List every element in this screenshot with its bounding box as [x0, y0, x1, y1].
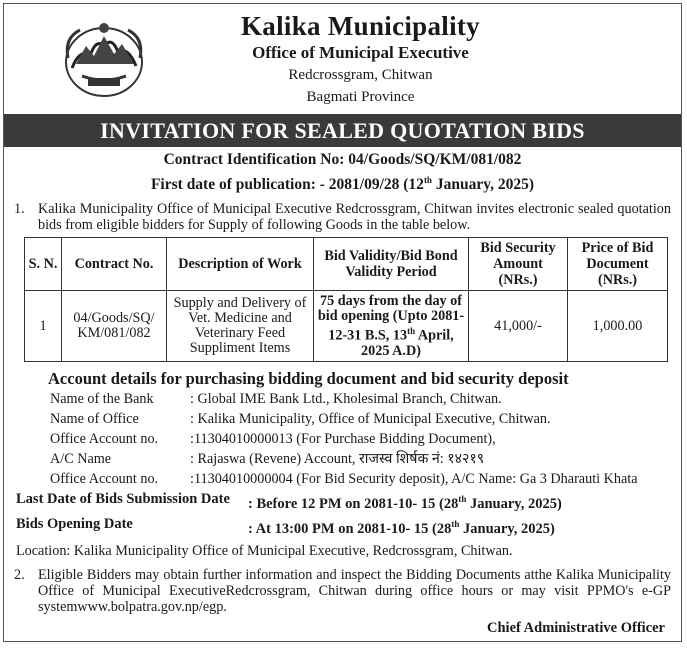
contract-info [4, 150, 681, 195]
para-1-text: Kalika Municipality Office of Municipal Executive Redcrossgram, Chitwan invites electronic sealed quotation bids from eligible bidders for Supply of following Goods in the table below. [38, 201, 671, 234]
paragraph-1 [14, 201, 671, 233]
cell-security: 41,000/- [469, 291, 568, 362]
opening-date: Bids Opening Date : At 13:00 PM on 2081-10- 15 (28th January, 2025) [16, 515, 555, 537]
col-price: Price of Bid Document (NRs.) [568, 238, 668, 291]
account-details [4, 389, 681, 489]
signer: Chief Administrative Officer [487, 620, 665, 636]
para-2-number: 2. [14, 566, 25, 583]
cell-sn: 1 [25, 291, 62, 362]
notice-banner: INVITATION FOR SEALED QUOTATION BIDS [4, 114, 681, 147]
contract-id: Contract Identification No: 04/Goods/SQ/KM/081/082 [163, 151, 522, 168]
cell-contract-no: 04/Goods/SQ/ KM/081/082 [62, 291, 167, 362]
table-row [25, 291, 668, 362]
notice-page [3, 3, 682, 642]
account-row: Name of Office : Kalika Municipality, Office of Municipal Executive, Chitwan. [50, 411, 551, 428]
location: Location: Kalika Municipality Office of Municipal Executive, Redcrossgram, Chitwan. [16, 542, 513, 559]
para-1-number: 1. [14, 201, 25, 218]
account-row: A/C Name : Rajaswa (Revene) Account, राजस्व शिर्षक नं: १४२१९ [50, 451, 485, 468]
cell-description: Supply and Delivery of Vet. Medicine and Veterinary Feed Suppliment Items [167, 291, 314, 362]
table-header-row [25, 238, 668, 291]
cell-price: 1,000.00 [568, 291, 668, 362]
cell-validity: 75 days from the day of bid opening (Upto 2081-12-31 B.S, 13th April, 2025 A.D) [314, 291, 469, 362]
address: Redcrossgram, Chitwan [288, 67, 433, 83]
col-contract-no: Contract No. [62, 238, 167, 291]
col-sn: S. N. [25, 238, 62, 291]
paragraph-2 [14, 567, 671, 615]
municipality-name: Kalika Municipality [241, 11, 480, 41]
province: Bagmati Province [306, 89, 415, 105]
office-name: Office of Municipal Executive [252, 43, 469, 62]
col-validity: Bid Validity/Bid Bond Validity Period [314, 238, 469, 291]
submission-date: Last Date of Bids Submission Date : Before 12 PM on 2081-10- 15 (28th January, 2025) [16, 491, 562, 512]
bids-table [24, 237, 668, 362]
account-row: Office Account no. :11304010000004 (For Bid Security deposit), A/C Name: Ga 3 Dharauti Khata [50, 471, 638, 488]
col-description: Description of Work [167, 238, 314, 291]
account-title: Account details for purchasing bidding document and bid security deposit [48, 369, 569, 389]
account-row: Name of the Bank : Global IME Bank Ltd., Kholesimal Branch, Chitwan. [50, 391, 502, 408]
publication-date: First date of publication: - 2081/09/28 (12th January, 2025) [150, 175, 535, 194]
col-security: Bid Security Amount (NRs.) [469, 238, 568, 291]
header [4, 4, 681, 114]
para-2-text: Eligible Bidders may obtain further information and inspect the Bidding Documents atthe Kalika Municipality Office of Municipal ExecutiveRedcrossgram, Chitwan during office hours or may visit PPMO's e-GP systemwww.bolpatra.gov.np/egp. [38, 566, 671, 615]
account-row: Office Account no. :11304010000013 (For Purchase Bidding Document), [50, 431, 496, 448]
